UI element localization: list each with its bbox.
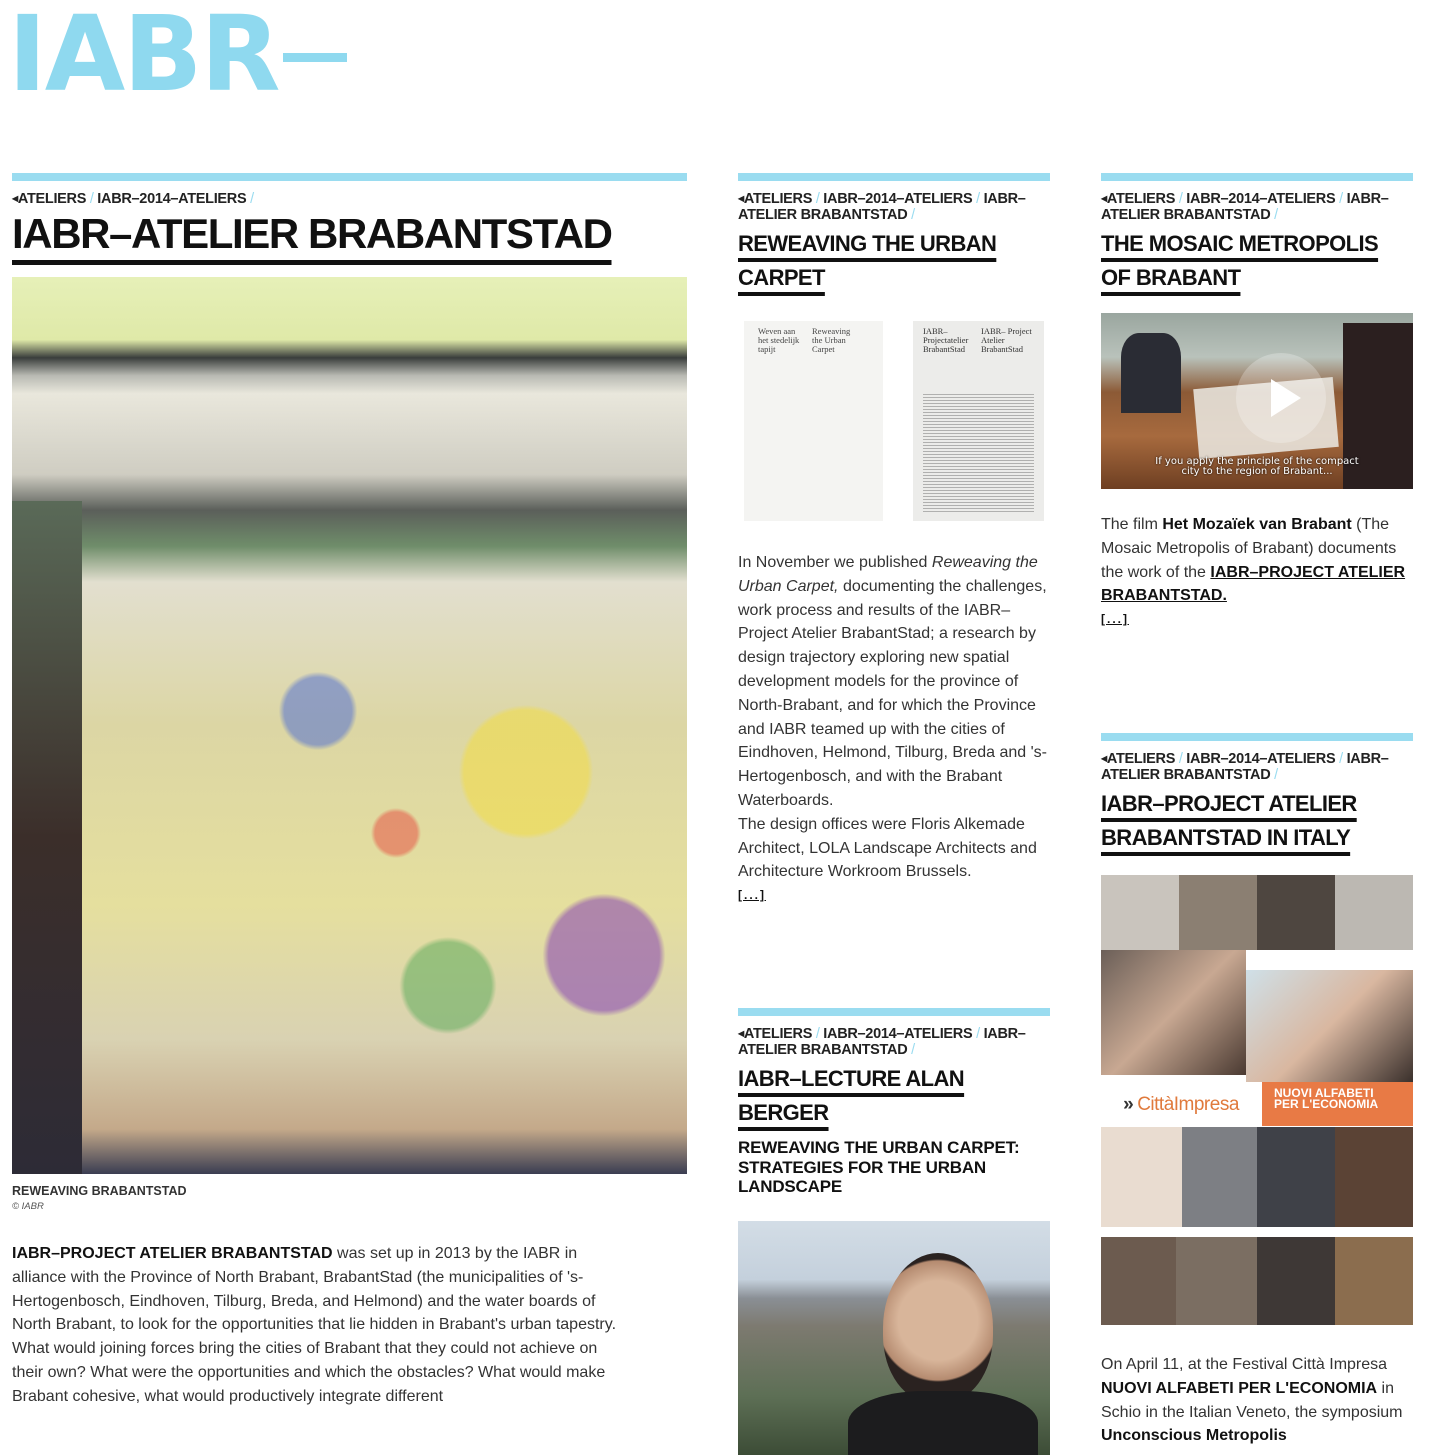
book-cover-image[interactable]: Weven aan het stedelijk tapijt Reweaving the Urban Carpet IABR– Projectatelier BrabantStad IABR– Project Atelier BrabantStad bbox=[738, 319, 1050, 523]
breadcrumb-link[interactable]: ATELIERS bbox=[1106, 751, 1176, 767]
article-title[interactable]: IABR–PROJECT ATELIER BRABANTSTAD IN ITALY bbox=[1101, 791, 1357, 850]
article-body: On April 11, at the Festival Città Impresa NUOVI ALFABETI PER L'ECONOMIA in Schio in the Italian Veneto, the symposium Unconscious Metropolis bbox=[1101, 1356, 1403, 1445]
accent-bar bbox=[738, 173, 1050, 181]
breadcrumb-link[interactable]: IABR–ATELIER BRABANTSTAD bbox=[1101, 191, 1389, 223]
iabr-logo[interactable]: IABR bbox=[8, 2, 347, 106]
image-caption: REWEAVING BRABANTSTAD bbox=[12, 1184, 187, 1198]
logo-dash bbox=[283, 53, 347, 62]
article-body: In November we published Reweaving the Urban Carpet, documenting the challenges, work process and results of the IABR–Project Atelier BrabantStad; a research by design trajectory exploring new spatial development models for the province of North-Brabant, and for which the Province and IABR teamed up with the cities of Eindhoven, Helmond, Tilburg, Breda and 's-Hertogenbosch, and with the Brabant Waterboards. The design offices were Floris Alkemade Architect, LOLA Landscape Architects and Architecture Workroom Brussels. bbox=[738, 554, 1048, 881]
play-icon[interactable] bbox=[1236, 353, 1326, 443]
festival-poster-image[interactable]: » CittàImpresa NUOVI ALFABETI PER L'ECONOMIA bbox=[1101, 875, 1413, 1327]
breadcrumb-link[interactable]: IABR–2014–ATELIERS bbox=[97, 191, 247, 207]
back-triangle-icon: ◀ bbox=[12, 194, 18, 203]
read-more-link[interactable]: [...] bbox=[738, 888, 766, 903]
loom-carpet-image[interactable] bbox=[12, 277, 687, 1174]
article-subtitle: REWEAVING THE URBAN CARPET: STRATEGIES FOR THE URBAN LANDSCAPE bbox=[738, 1138, 1020, 1196]
accent-bar bbox=[12, 173, 687, 181]
poster-headline: PER L'ECONOMIA bbox=[1274, 1097, 1379, 1111]
breadcrumb-link[interactable]: ATELIERS bbox=[1106, 191, 1176, 207]
breadcrumb: ◀ATELIERS / IABR–2014–ATELIERS / IABR–ATELIER BRABANTSTAD / bbox=[1101, 751, 1389, 783]
article-body: IABR–PROJECT ATELIER BRABANTSTAD was set up in 2013 by the IABR in alliance with the Province of North Brabant, BrabantStad (the municipalities of 's-Hertogenbosch, Eindhoven, Tilburg, Breda, and Helmond) and the water boards of North Brabant, to look for the opportunities that lie hidden in Brabant's urban tapestry. What would joining forces bring the cities of Brabant that they could not achieve on their own? What were the opportunities and which the obstacles? What would make Brabant cohesive, what would productively integrate different bbox=[12, 1245, 617, 1405]
accent-bar bbox=[738, 1008, 1050, 1016]
breadcrumb-link[interactable]: ATELIERS bbox=[17, 191, 87, 207]
accent-bar bbox=[1101, 733, 1413, 741]
breadcrumb-link[interactable]: IABR–ATELIER BRABANTSTAD bbox=[1101, 751, 1389, 783]
breadcrumb: ◀ATELIERS / IABR–2014–ATELIERS / IABR–ATELIER BRABANTSTAD / bbox=[738, 1026, 1026, 1058]
breadcrumb-link[interactable]: IABR–2014–ATELIERS bbox=[823, 191, 973, 207]
poster-headline: NUOVI ALFABETI bbox=[1274, 1086, 1374, 1100]
article-mosaic-metropolis bbox=[1101, 173, 1413, 628]
image-credit: © IABR bbox=[12, 1201, 44, 1212]
read-more-link[interactable]: [...] bbox=[1101, 612, 1129, 627]
article-title[interactable]: IABR–LECTURE ALAN BERGER bbox=[738, 1066, 965, 1125]
page-title: IABR–ATELIER BRABANTSTAD bbox=[12, 210, 612, 257]
main-article bbox=[12, 173, 687, 1409]
breadcrumb: ◀ATELIERS / IABR–2014–ATELIERS / bbox=[12, 191, 254, 207]
breadcrumb-link[interactable]: IABR–ATELIER BRABANTSTAD bbox=[738, 1026, 1026, 1058]
alan-berger-photo[interactable] bbox=[738, 1221, 1050, 1455]
poster-brand: CittàImpresa bbox=[1137, 1094, 1239, 1115]
video-subtitle: If you apply the principle of the compact city to the region of Brabant... bbox=[1155, 456, 1359, 477]
back-triangle-icon: ◀ bbox=[1101, 194, 1107, 203]
article-lecture-berger bbox=[738, 1008, 1050, 1455]
breadcrumb-link[interactable]: IABR–2014–ATELIERS bbox=[1186, 751, 1336, 767]
breadcrumb-link[interactable]: IABR–2014–ATELIERS bbox=[823, 1026, 973, 1042]
back-triangle-icon: ◀ bbox=[738, 1029, 744, 1038]
breadcrumb-link[interactable]: IABR–2014–ATELIERS bbox=[1186, 191, 1336, 207]
breadcrumb-link[interactable]: ATELIERS bbox=[743, 1026, 813, 1042]
breadcrumb: ◀ATELIERS / IABR–2014–ATELIERS / IABR–ATELIER BRABANTSTAD / bbox=[1101, 191, 1389, 223]
article-brabantstad-italy bbox=[1101, 733, 1413, 1448]
back-triangle-icon: ◀ bbox=[1101, 754, 1107, 763]
atelier-link[interactable]: IABR–PROJECT ATELIER BRABANTSTAD. bbox=[1101, 563, 1406, 605]
breadcrumb-link[interactable]: IABR–ATELIER BRABANTSTAD bbox=[738, 191, 1026, 223]
breadcrumb: ◀ATELIERS / IABR–2014–ATELIERS / IABR–ATELIER BRABANTSTAD / bbox=[738, 191, 1026, 223]
accent-bar bbox=[1101, 173, 1413, 181]
article-title[interactable]: THE MOSAIC METROPOLIS OF BRABANT bbox=[1101, 231, 1379, 290]
video-player[interactable] bbox=[1101, 313, 1413, 489]
back-triangle-icon: ◀ bbox=[738, 194, 744, 203]
article-reweaving-carpet bbox=[738, 173, 1050, 904]
article-title[interactable]: REWEAVING THE URBAN CARPET bbox=[738, 231, 997, 290]
article-body: The film Het Mozaïek van Brabant (The Mosaic Metropolis of Brabant) documents the work of the IABR–PROJECT ATELIER BRABANTSTAD. bbox=[1101, 516, 1406, 605]
breadcrumb-link[interactable]: ATELIERS bbox=[743, 191, 813, 207]
